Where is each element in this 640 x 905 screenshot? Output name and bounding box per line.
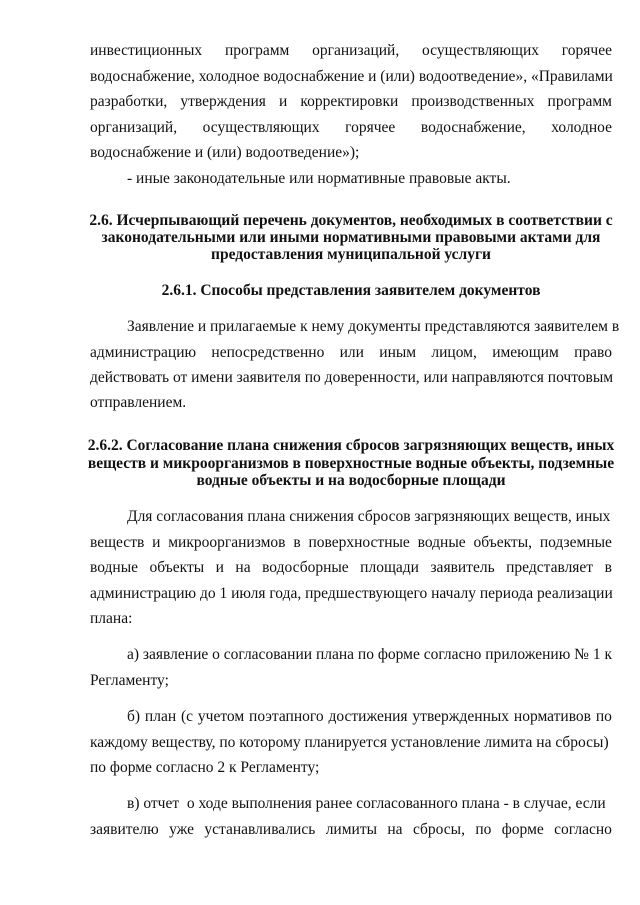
text-line: водоснабжение и (или) водоотведение»); xyxy=(90,144,360,161)
word: (с xyxy=(181,708,194,725)
word: поэтапного xyxy=(249,708,324,725)
word: холодное xyxy=(551,119,612,136)
word: согласно xyxy=(554,821,612,838)
word: лицом, xyxy=(431,344,477,361)
word: разработки, xyxy=(90,93,168,110)
text-line xyxy=(90,559,612,577)
word: нормативов xyxy=(513,708,591,725)
text-line: Для согласования плана снижения сбросов загрязняющих веществ, иных xyxy=(127,508,611,525)
text-line: плана: xyxy=(90,610,133,627)
word: инвестиционных xyxy=(90,42,203,59)
text-line: администрацию до 1 июля года, предшествующего началу периода реализации xyxy=(90,585,613,602)
word: учетом xyxy=(197,708,245,725)
word: по xyxy=(595,708,612,725)
section-heading: предоставления муниципальной услуги xyxy=(211,246,491,263)
word: поверхностные xyxy=(308,534,410,551)
word: иным xyxy=(379,344,417,361)
word: заявителю xyxy=(90,821,159,838)
word: в xyxy=(604,559,612,576)
word: и xyxy=(152,534,161,551)
list-item-b xyxy=(127,708,612,726)
word: или xyxy=(339,344,364,361)
word: представляет xyxy=(506,559,594,576)
word: водные xyxy=(417,534,466,551)
text-line xyxy=(90,93,612,111)
text-line: водоснабжение, холодное водоснабжение и (или) водоотведение», «Правилами xyxy=(90,68,613,85)
text-line: отправлением. xyxy=(90,394,187,411)
word: непосредственно xyxy=(211,344,325,361)
word: уже xyxy=(169,821,195,838)
word: осуществляющих xyxy=(422,42,539,59)
word: организаций, xyxy=(90,119,178,136)
word: имеющим xyxy=(492,344,559,361)
word: объекты xyxy=(149,559,205,576)
subsection-heading: веществ и микроорганизмов в поверхностные водные объекты, подземные xyxy=(87,455,615,472)
word: микроорганизмов xyxy=(168,534,286,551)
word: на xyxy=(235,559,251,576)
word: б) xyxy=(127,708,141,725)
subsection-heading: 2.6.1. Способы представления заявителем документов xyxy=(161,282,541,299)
word: лимиты xyxy=(325,821,378,838)
word: программ xyxy=(547,93,612,110)
text-line: каждому веществу, по которому планируется установление лимита на сбросы) xyxy=(90,734,609,751)
word: по xyxy=(475,821,492,838)
word: горячее xyxy=(345,119,396,136)
text-line: по форме согласно 2 к Регламенту; xyxy=(90,759,320,776)
word: план xyxy=(144,708,177,725)
word: программ xyxy=(224,42,290,59)
word: форме xyxy=(501,821,544,838)
word: объекты, xyxy=(473,534,532,551)
subsection-heading: водные объекты и на водосборные площади xyxy=(196,472,506,489)
word: веществ xyxy=(90,534,145,551)
list-item-a: а) заявление о согласовании плана по форме согласно приложению № 1 к xyxy=(127,646,612,663)
text-line xyxy=(90,821,612,839)
word: утверждения xyxy=(180,93,266,110)
text-line: действовать от имени заявителя по доверенности, или направляются почтовым xyxy=(90,369,614,386)
word: водные xyxy=(90,559,138,576)
word: горячее xyxy=(561,42,612,59)
word: осуществляющих xyxy=(202,119,320,136)
word: администрацию xyxy=(90,344,197,361)
word: в xyxy=(293,534,301,551)
word: организаций, xyxy=(312,42,400,59)
text-line xyxy=(90,42,612,60)
word: заявитель xyxy=(430,559,495,576)
text-line: Регламенту; xyxy=(90,672,169,689)
word: на xyxy=(387,821,403,838)
text-line xyxy=(90,344,612,362)
section-heading: 2.6. Исчерпывающий перечень документов, необходимых в соответствии с xyxy=(89,212,613,229)
word: производственных xyxy=(411,93,535,110)
word: достижения xyxy=(328,708,408,725)
text-line: Заявление и прилагаемые к нему документы представляются заявителем в xyxy=(127,318,620,335)
text-line xyxy=(90,119,612,137)
list-item-v: в) отчет о ходе выполнения ранее согласованного плана - в случае, если xyxy=(127,795,606,812)
word: подземные xyxy=(539,534,612,551)
subsection-heading: 2.6.2. Согласование плана снижения сбросов загрязняющих веществ, иных xyxy=(87,437,615,454)
word: устанавливались xyxy=(204,821,316,838)
word: право xyxy=(574,344,612,361)
word: площади xyxy=(360,559,419,576)
word: сбросы, xyxy=(412,821,465,838)
word: водоснабжение, xyxy=(420,119,526,136)
bullet-item: - иные законодательные или нормативные правовые акты. xyxy=(127,170,511,187)
word: водосборные xyxy=(262,559,349,576)
section-heading: законодательными или иными нормативными правовыми актами для xyxy=(101,229,601,246)
word: и xyxy=(279,93,288,110)
text-line xyxy=(90,534,612,552)
word: утвержденных xyxy=(412,708,510,725)
word: корректировки xyxy=(300,93,399,110)
word: и xyxy=(215,559,224,576)
